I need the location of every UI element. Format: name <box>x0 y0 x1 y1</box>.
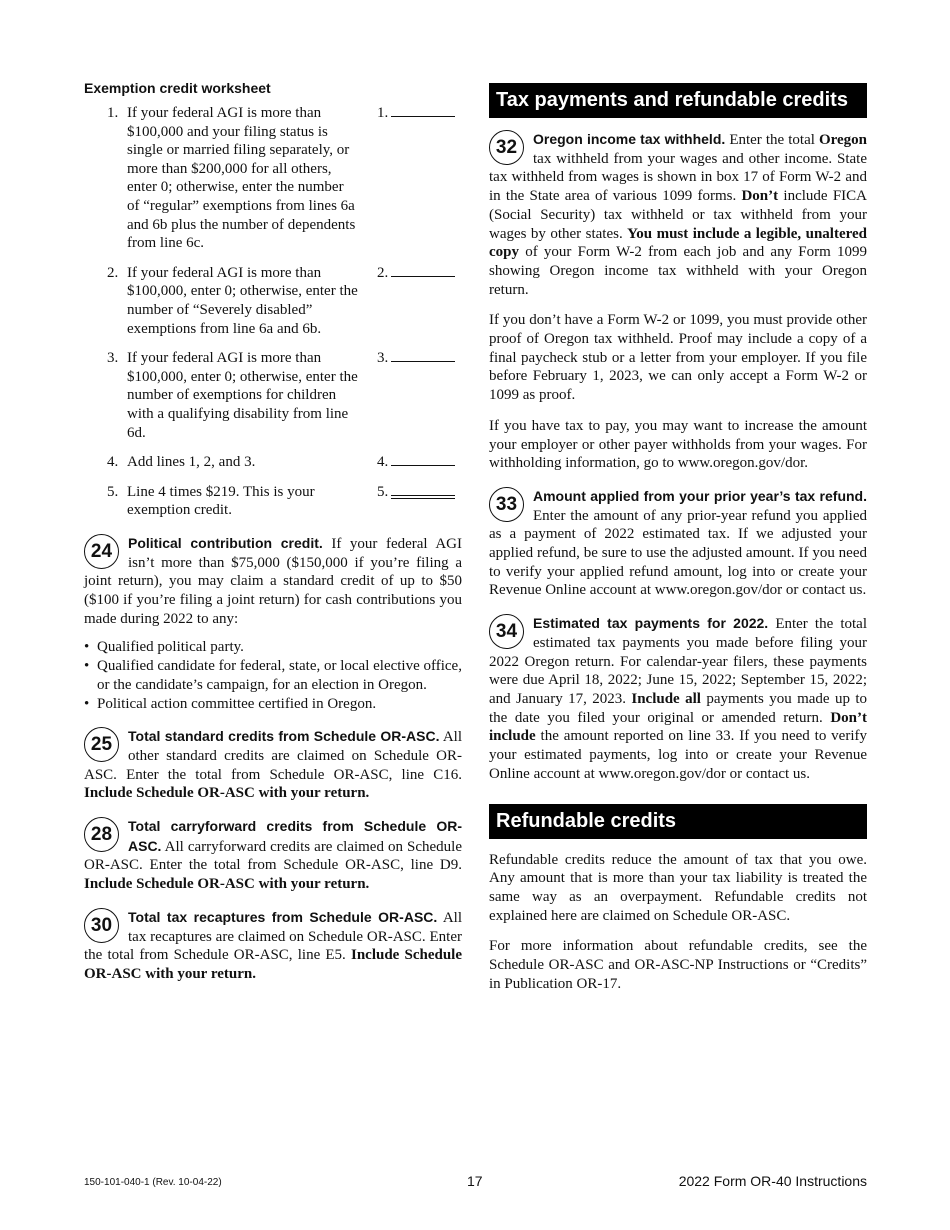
item-text: All tax recaptures are claimed on Schedule OR-ASC. Enter the total from Schedule OR-ASC, line E5. <box>84 909 462 964</box>
list-item: • Political action committee certified in Oregon. <box>84 695 462 714</box>
bullet-list <box>84 638 462 713</box>
item-text: All other standard credits are claimed on Schedule OR-ASC. Enter the total from Schedule OR-ASC, line C16. <box>84 729 462 783</box>
item-heading: Estimated tax payments for 2022. <box>533 615 769 632</box>
worksheet-line-text: If your federal AGI is more than $100,000, enter 0; otherwise, enter the number of “Severely disabled” exemptions from line 6a and 6b. <box>127 264 358 337</box>
section-banner-refundable-credits: Refundable credits <box>489 804 867 839</box>
item-25 <box>84 727 462 803</box>
worksheet-title: Exemption credit worksheet <box>84 80 271 96</box>
item-text: Enter the total <box>725 132 819 148</box>
paragraph: If you have tax to pay, you may want to increase the amount your employer or other payer withholds from your wages. For withholding information, go to www.oregon.gov/dor. <box>489 417 867 472</box>
line-number-badge: 24 <box>84 534 119 569</box>
page-number: 17 <box>467 1173 483 1189</box>
worksheet-line-num: 1. <box>107 105 119 121</box>
line-number-badge: 32 <box>489 130 524 165</box>
item-24 <box>84 534 462 713</box>
worksheet-line-4 <box>84 453 462 472</box>
worksheet-line-num: 5. <box>107 483 119 500</box>
worksheet-line-label: 4. <box>377 454 389 471</box>
item-bold-note: Include Schedule OR-ASC with your return. <box>84 785 370 802</box>
item-28 <box>84 817 462 894</box>
item-heading: Total tax recaptures from Schedule OR-ASC. <box>128 908 438 925</box>
item-33 <box>489 487 867 600</box>
item-text: tax withheld from your wages and other income. State tax withheld from wages is shown in box 17 of Form W-2 and in the State area of various 1099 forms. <box>489 150 867 205</box>
paragraph: If you don’t have a Form W-2 or 1099, you must provide other proof of Oregon tax withheld. Proof may include a copy of a final paycheck stub or a letter from your employer. If you file before February 1, 2023, we can only accept a Form W-2 or 1099 as proof. <box>489 312 867 404</box>
paragraph: Refundable credits reduce the amount of tax that you owe. Any amount that is more than your tax liability is treated the same way as an overpayment. Refundable credits not explained here are claimed on Schedule OR-ASC. <box>489 851 867 924</box>
worksheet-line-num: 2. <box>107 264 119 281</box>
item-34 <box>489 614 867 783</box>
footer-title: 2022 Form OR-40 Instructions <box>678 1173 867 1189</box>
item-text: Enter the amount of any prior-year refund you applied as a payment of 2022 estimated tax. If we adjusted your applied refund, be sure to use the adjusted amount. If you need to verify your applied refund amount, log into or create your Revenue Online account at www.oregon.gov/dor or contact us. <box>489 507 867 599</box>
right-column <box>489 83 867 993</box>
item-32 <box>489 130 867 473</box>
worksheet-line-2 <box>84 264 462 338</box>
item-text: the amount reported on line 33. If you need to verify your estimated payments, log into or create your Revenue Online account at www.oregon.gov/dor or contact us. <box>489 728 867 782</box>
item-heading: Oregon income tax withheld. <box>533 131 726 147</box>
worksheet-line-text: If your federal AGI is more than $100,000, enter 0; otherwise, enter the number of exemptions for children with a qualifying disability from line 6d. <box>127 350 358 441</box>
section-banner-tax-payments: Tax payments and refundable credits <box>489 83 867 118</box>
item-heading: Political contribution credit. <box>128 534 323 551</box>
worksheet-line-label: 2. <box>377 264 389 281</box>
worksheet-entry-line[interactable] <box>391 264 455 277</box>
item-bold: Don’t <box>741 188 779 205</box>
worksheet-line-num: 3. <box>107 350 119 367</box>
item-heading: Total carryforward credits from Schedule OR-ASC. <box>128 818 462 854</box>
item-bold: Include all <box>631 690 701 707</box>
line-number-badge: 25 <box>84 727 119 762</box>
item-bold: Oregon <box>818 132 868 148</box>
item-text: include FICA (Social Security) tax withheld or tax withheld from your wages by other states. <box>489 188 867 242</box>
worksheet-line-1 <box>84 104 462 253</box>
worksheet-line-label: 5. <box>377 483 389 500</box>
worksheet-line-5 <box>84 483 462 520</box>
item-text: of your Form W-2 from each job and any Form 1099 showing Oregon income tax withheld with your Oregon return. <box>489 244 867 298</box>
form-id: 150-101-040-1 (Rev. 10-04-22) <box>84 1177 222 1188</box>
item-text: All carryforward credits are claimed on Schedule OR-ASC. Enter the total from Schedule OR-ASC, line D9. <box>84 838 462 874</box>
item-bold: Don’t include <box>489 709 867 745</box>
worksheet-entry-line[interactable] <box>391 104 455 117</box>
line-number-badge: 34 <box>489 614 524 649</box>
item-heading: Total standard credits from Schedule OR-ASC. <box>128 728 440 745</box>
item-bold-note: Include Schedule OR-ASC with your return. <box>84 947 463 982</box>
list-item: • Qualified candidate for federal, state, or local elective office, or the candidate’s campaign, for an election in Oregon. <box>84 657 462 694</box>
worksheet-line-text: Line 4 times $219. This is your exemption credit. <box>127 483 315 519</box>
item-bold-note: Include Schedule OR-ASC with your return. <box>84 876 370 893</box>
worksheet-total-line[interactable] <box>391 483 455 499</box>
item-text: payments you made up to the date you filed your original or amended return. <box>489 690 868 726</box>
line-number-badge: 33 <box>489 487 524 522</box>
worksheet-line-num: 4. <box>107 454 119 471</box>
worksheet-line-text: Add lines 1, 2, and 3. <box>127 454 256 471</box>
item-text: Enter the total estimated tax payments you made before filing your 2022 Oregon return. For calendar-year filers, these payments were due April 18, 2022; June 15, 2022; September 15, 2022; and January 17, 2023. <box>489 616 867 707</box>
list-item: • Qualified political party. <box>84 638 462 657</box>
left-column <box>84 80 462 984</box>
worksheet-line-text: If your federal AGI is more than $100,000 and your filing status is single or married filing separately, or more than $200,000 for all others, enter 0; otherwise, enter the number of “regular” exemptions from lines 6a and 6b plus the number of dependents from line 6c. <box>127 105 356 252</box>
item-text: If your federal AGI isn’t more than $75,000 ($150,000 if you’re filing a joint return), you may claim a standard credit of up to $50 ($100 if you’re filing a joint return) for cash contributions you made during 2022 to any: <box>84 535 462 627</box>
worksheet-entry-line[interactable] <box>391 349 455 362</box>
worksheet-line-label: 3. <box>377 350 389 367</box>
paragraph: For more information about refundable credits, see the Schedule OR-ASC and OR-ASC-NP Instructions or “Credits” in Publication OR-17. <box>489 938 867 992</box>
line-number-badge: 30 <box>84 908 119 943</box>
item-heading: Amount applied from your prior year’s tax refund. <box>533 487 867 504</box>
worksheet-line-3 <box>84 349 462 442</box>
item-bold: You must include a legible, unaltered copy <box>489 225 867 261</box>
worksheet-entry-line[interactable] <box>391 453 455 466</box>
worksheet-line-label: 1. <box>377 105 389 121</box>
item-30 <box>84 908 462 984</box>
line-number-badge: 28 <box>84 817 119 852</box>
